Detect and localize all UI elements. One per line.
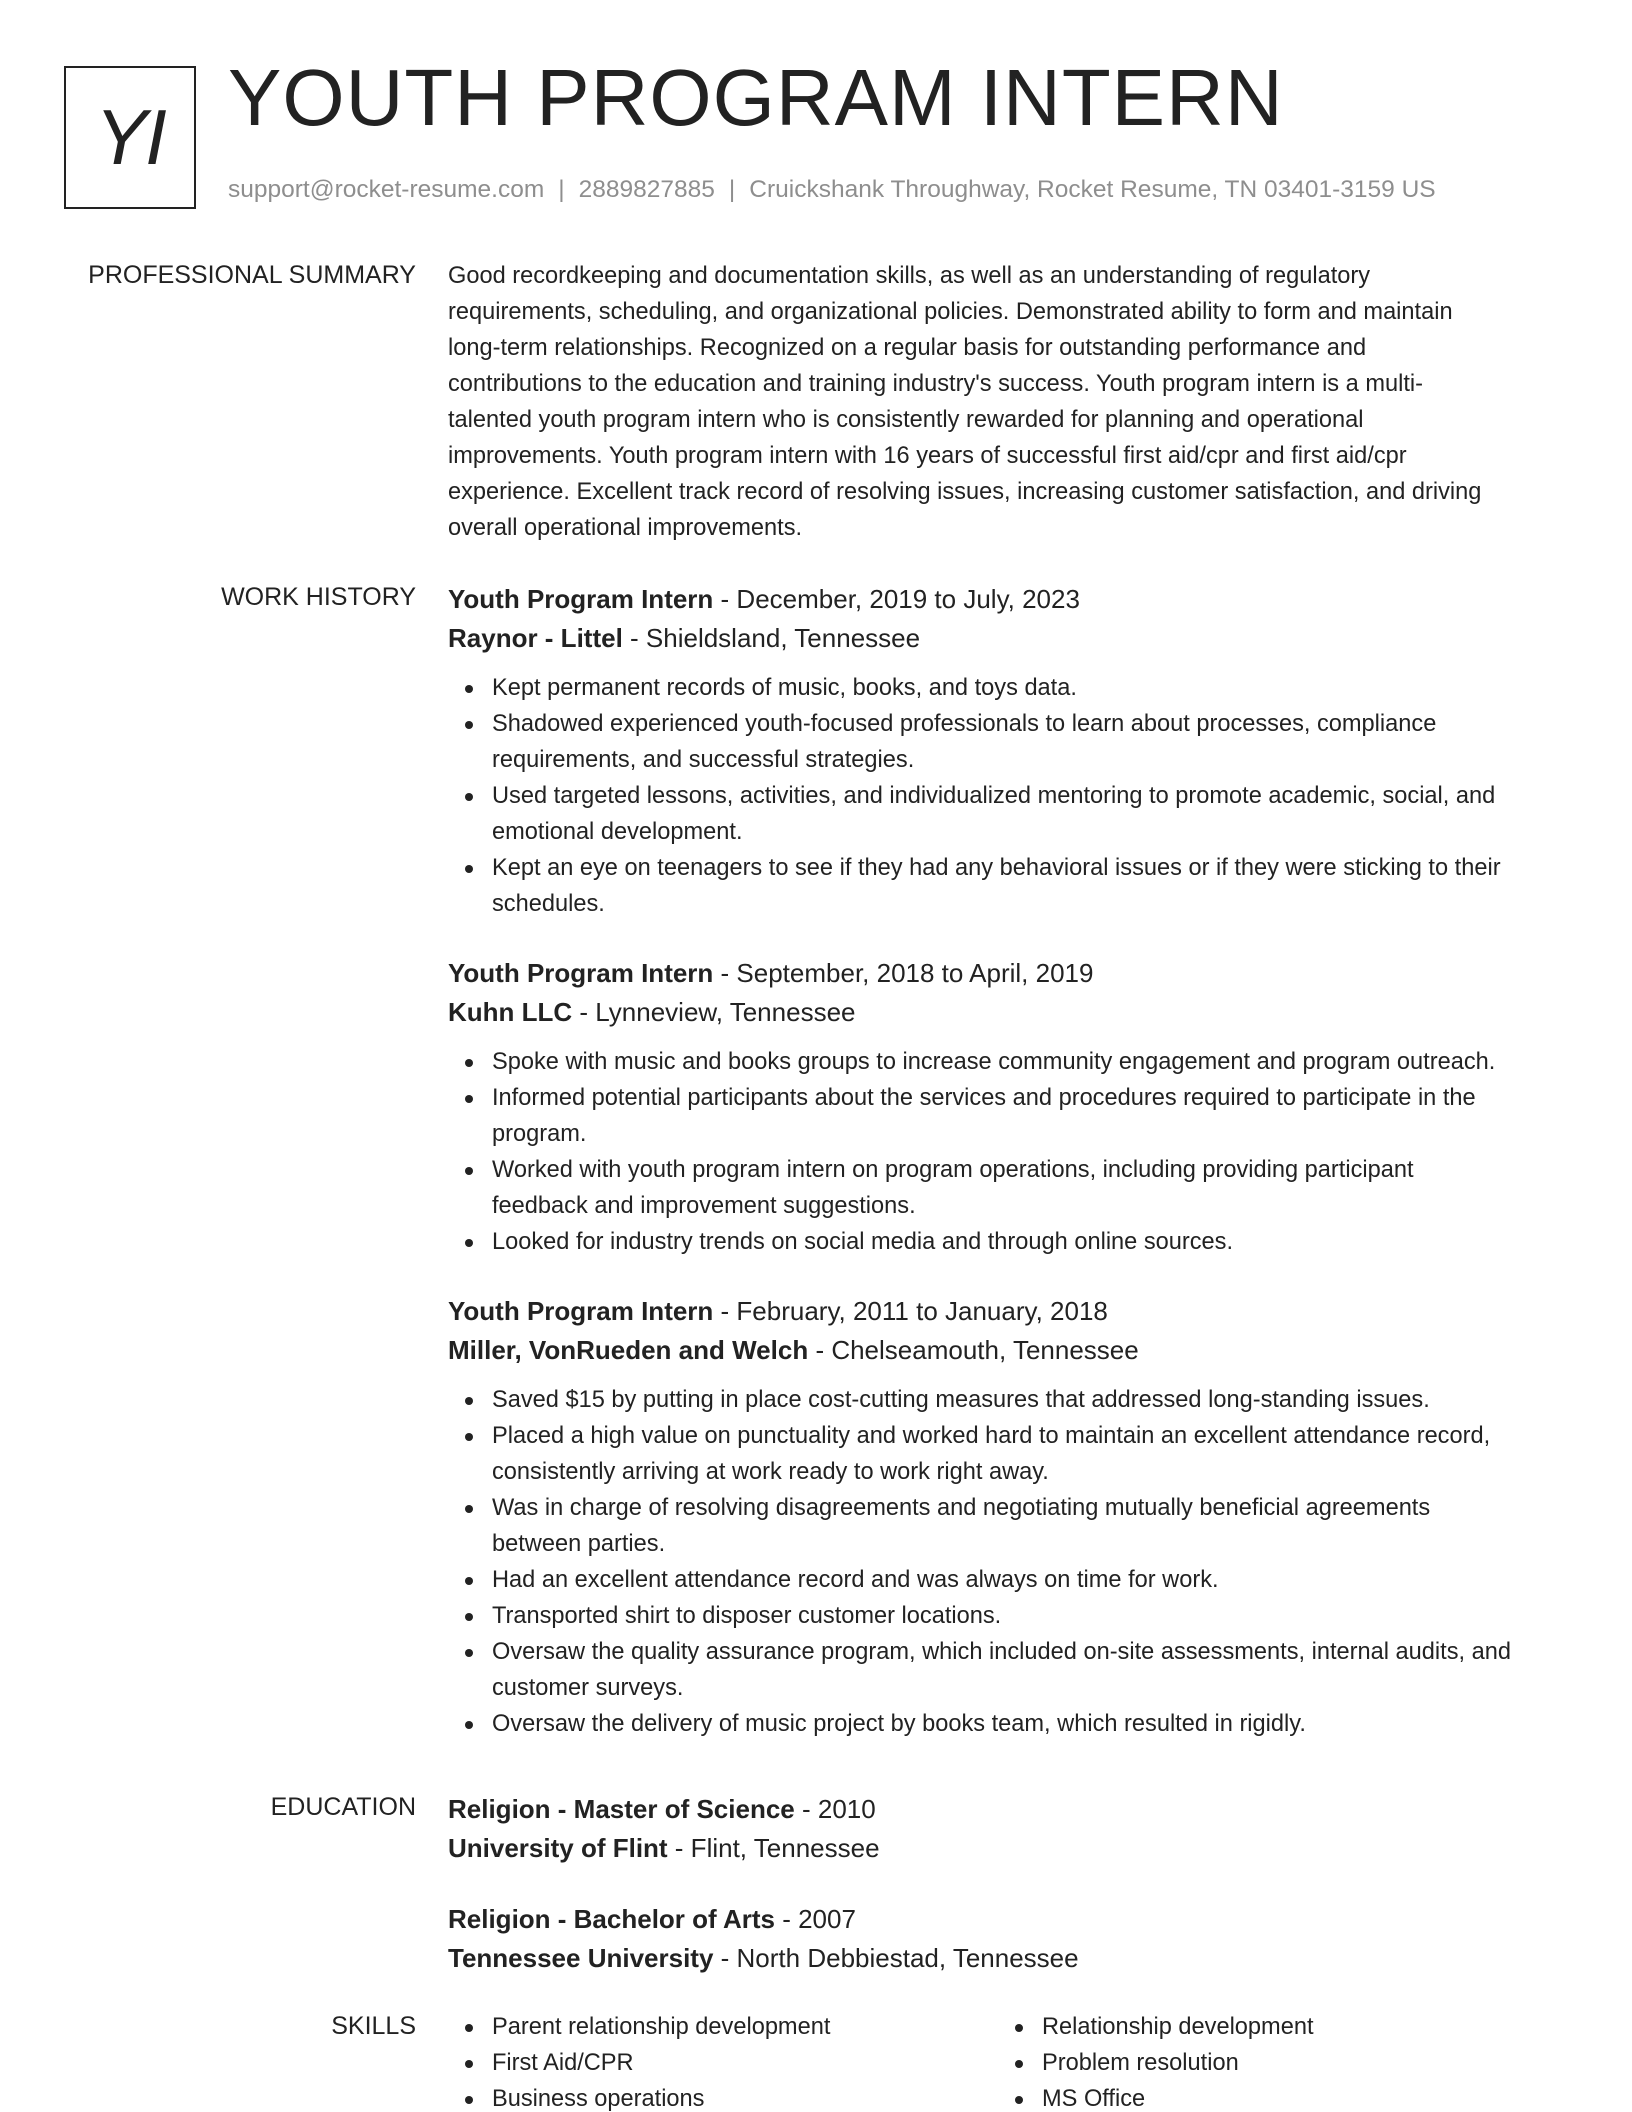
job-company: Miller, VonRueden and Welch xyxy=(448,1335,809,1365)
section-label: WORK HISTORY xyxy=(221,583,416,611)
work-history-list xyxy=(448,580,1568,1774)
skills-grid xyxy=(448,2009,1568,2112)
job-bullet xyxy=(448,1634,1568,1706)
summary-line: long-term relationships. Recognized on a regular basis for outstanding performance and xyxy=(448,335,1367,361)
bullet-line: Looked for industry trends on social media and through online sources. xyxy=(492,1229,1234,1255)
bullet-line: Worked with youth program intern on program operations, including providing participant xyxy=(492,1157,1414,1183)
skill-item: Problem resolution xyxy=(998,2045,1548,2081)
job-company: Kuhn LLC xyxy=(448,997,573,1027)
bullet-line: Used targeted lessons, activities, and individualized mentoring to promote academic, social, and xyxy=(492,783,1496,809)
job-bullet xyxy=(448,1044,1568,1080)
degree: Religion - Master of Science xyxy=(448,1794,795,1824)
job-title: Youth Program Intern xyxy=(448,958,714,988)
school: Tennessee University xyxy=(448,1943,714,1973)
job-title-line xyxy=(448,1292,1568,1331)
school: University of Flint xyxy=(448,1833,668,1863)
job-dates: - February, 2011 to January, 2018 xyxy=(713,1296,1108,1326)
bullet-line: Saved $15 by putting in place cost-cutting measures that addressed long-standing issues. xyxy=(492,1387,1430,1413)
skill-item: First Aid/CPR xyxy=(448,2045,998,2081)
section-label: SKILLS xyxy=(331,2012,416,2040)
school-location: - North Debbiestad, Tennessee xyxy=(713,1943,1079,1973)
contact-separator: | xyxy=(558,176,565,203)
job-bullet xyxy=(448,1490,1568,1562)
bullet-line: Kept an eye on teenagers to see if they had any behavioral issues or if they were sticking to their xyxy=(492,855,1501,881)
bullet-line: customer surveys. xyxy=(492,1675,684,1701)
job-bullets xyxy=(448,1044,1568,1260)
monogram xyxy=(64,66,196,209)
bullet-line: Spoke with music and books groups to increase community engagement and program outreach. xyxy=(492,1049,1496,1075)
bullet-line: program. xyxy=(492,1121,587,1147)
degree-year: - 2010 xyxy=(794,1794,876,1824)
job-location: - Lynneview, Tennessee xyxy=(572,997,856,1027)
job-bullet xyxy=(448,1598,1568,1634)
bullet-line: Placed a high value on punctuality and worked hard to maintain an excellent attendance record, xyxy=(492,1423,1491,1449)
summary-line: experience. Excellent track record of resolving issues, increasing customer satisfaction, and driving xyxy=(448,479,1482,505)
job-company: Raynor - Littel xyxy=(448,623,623,653)
bullet-line: Kept permanent records of music, books, and toys data. xyxy=(492,675,1077,701)
summary-line: requirements, scheduling, and organizational policies. Demonstrated ability to form and maintain xyxy=(448,299,1453,325)
job-title: Youth Program Intern xyxy=(448,1296,714,1326)
contact-separator: | xyxy=(728,176,736,203)
bullet-line: between parties. xyxy=(492,1531,666,1557)
job-bullet xyxy=(448,670,1568,706)
job-company-line xyxy=(448,993,1568,1032)
job-bullets xyxy=(448,670,1568,922)
job-title-line xyxy=(448,580,1568,619)
job-title: Youth Program Intern xyxy=(448,584,714,614)
bullet-line: Was in charge of resolving disagreements and negotiating mutually beneficial agreements xyxy=(492,1495,1431,1521)
summary-line: talented youth program intern who is consistently rewarded for planning and operational xyxy=(448,407,1364,433)
monogram-text: YI xyxy=(95,93,165,181)
job-company-line xyxy=(448,619,1568,658)
job-bullet xyxy=(448,1224,1568,1260)
skill-item: Relationship development xyxy=(998,2009,1548,2045)
bullet-line: feedback and improvement suggestions. xyxy=(492,1193,916,1219)
bullet-line: Transported shirt to disposer customer locations. xyxy=(492,1603,1002,1629)
bullet-line: consistently arriving at work ready to work right away. xyxy=(492,1459,1049,1485)
bullet-line: Oversaw the delivery of music project by books team, which resulted in rigidly. xyxy=(492,1711,1306,1737)
bullet-line: Informed potential participants about the services and procedures required to participate in the xyxy=(492,1085,1476,1111)
skills-list xyxy=(448,2009,1568,2112)
summary-line: overall operational improvements. xyxy=(448,515,803,541)
summary-line: contributions to the education and training industry's success. Youth program intern is a multi- xyxy=(448,371,1424,397)
job-bullet xyxy=(448,1080,1568,1152)
skills-column-left xyxy=(448,2009,998,2112)
contact-line xyxy=(228,176,1436,204)
job-bullets xyxy=(448,1382,1568,1742)
skills-column-right xyxy=(998,2009,1548,2112)
summary-line: improvements. Youth program intern with 16 years of successful first aid/cpr and first aid/cpr xyxy=(448,443,1407,469)
job-entry xyxy=(448,1292,1568,1742)
education-list xyxy=(448,1790,1568,2010)
degree: Religion - Bachelor of Arts xyxy=(448,1904,775,1934)
job-location: - Shieldsland, Tennessee xyxy=(622,623,921,653)
bullet-line: Had an excellent attendance record and was always on time for work. xyxy=(492,1567,1219,1593)
job-bullet xyxy=(448,850,1568,922)
school-location: - Flint, Tennessee xyxy=(667,1833,880,1863)
job-location: - Chelseamouth, Tennessee xyxy=(808,1335,1139,1365)
job-dates: - September, 2018 to April, 2019 xyxy=(713,958,1094,988)
bullet-line: requirements, and successful strategies. xyxy=(492,747,915,773)
education-entry xyxy=(448,1790,1568,1868)
summary-line: Good recordkeeping and documentation skills, as well as an understanding of regulatory xyxy=(448,263,1371,289)
job-entry xyxy=(448,580,1568,922)
education-entry xyxy=(448,1900,1568,1978)
school-line xyxy=(448,1829,1568,1868)
skill-item: Parent relationship development xyxy=(448,2009,998,2045)
degree-year: - 2007 xyxy=(774,1904,856,1934)
job-bullet xyxy=(448,778,1568,850)
job-company-line xyxy=(448,1331,1568,1370)
section-label: EDUCATION xyxy=(270,1793,416,1821)
degree-line xyxy=(448,1790,1568,1829)
bullet-line: Shadowed experienced youth-focused professionals to learn about processes, compliance xyxy=(492,711,1437,737)
job-bullet xyxy=(448,1152,1568,1224)
degree-line xyxy=(448,1900,1568,1939)
job-bullet xyxy=(448,1562,1568,1598)
skill-item: Business operations xyxy=(448,2081,998,2112)
job-bullet xyxy=(448,1418,1568,1490)
bullet-line: schedules. xyxy=(492,891,605,917)
summary-text xyxy=(448,258,1568,546)
job-entry xyxy=(448,954,1568,1260)
job-dates: - December, 2019 to July, 2023 xyxy=(713,584,1080,614)
school-line xyxy=(448,1939,1568,1978)
job-bullet xyxy=(448,1382,1568,1418)
section-label: PROFESSIONAL SUMMARY xyxy=(88,261,416,289)
job-bullet xyxy=(448,1706,1568,1742)
page-title: YOUTH PROGRAM INTERN xyxy=(228,53,1284,142)
contact-address: Cruickshank Throughway, Rocket Resume, TN 03401-3159 US xyxy=(749,176,1436,203)
job-bullet xyxy=(448,706,1568,778)
bullet-line: emotional development. xyxy=(492,819,743,845)
contact-email[interactable]: support@rocket-resume.com xyxy=(228,176,545,203)
job-title-line xyxy=(448,954,1568,993)
bullet-line: Oversaw the quality assurance program, which included on-site assessments, internal audits, and xyxy=(492,1639,1511,1665)
skill-item: MS Office xyxy=(998,2081,1548,2112)
contact-phone[interactable]: 2889827885 xyxy=(578,176,715,203)
